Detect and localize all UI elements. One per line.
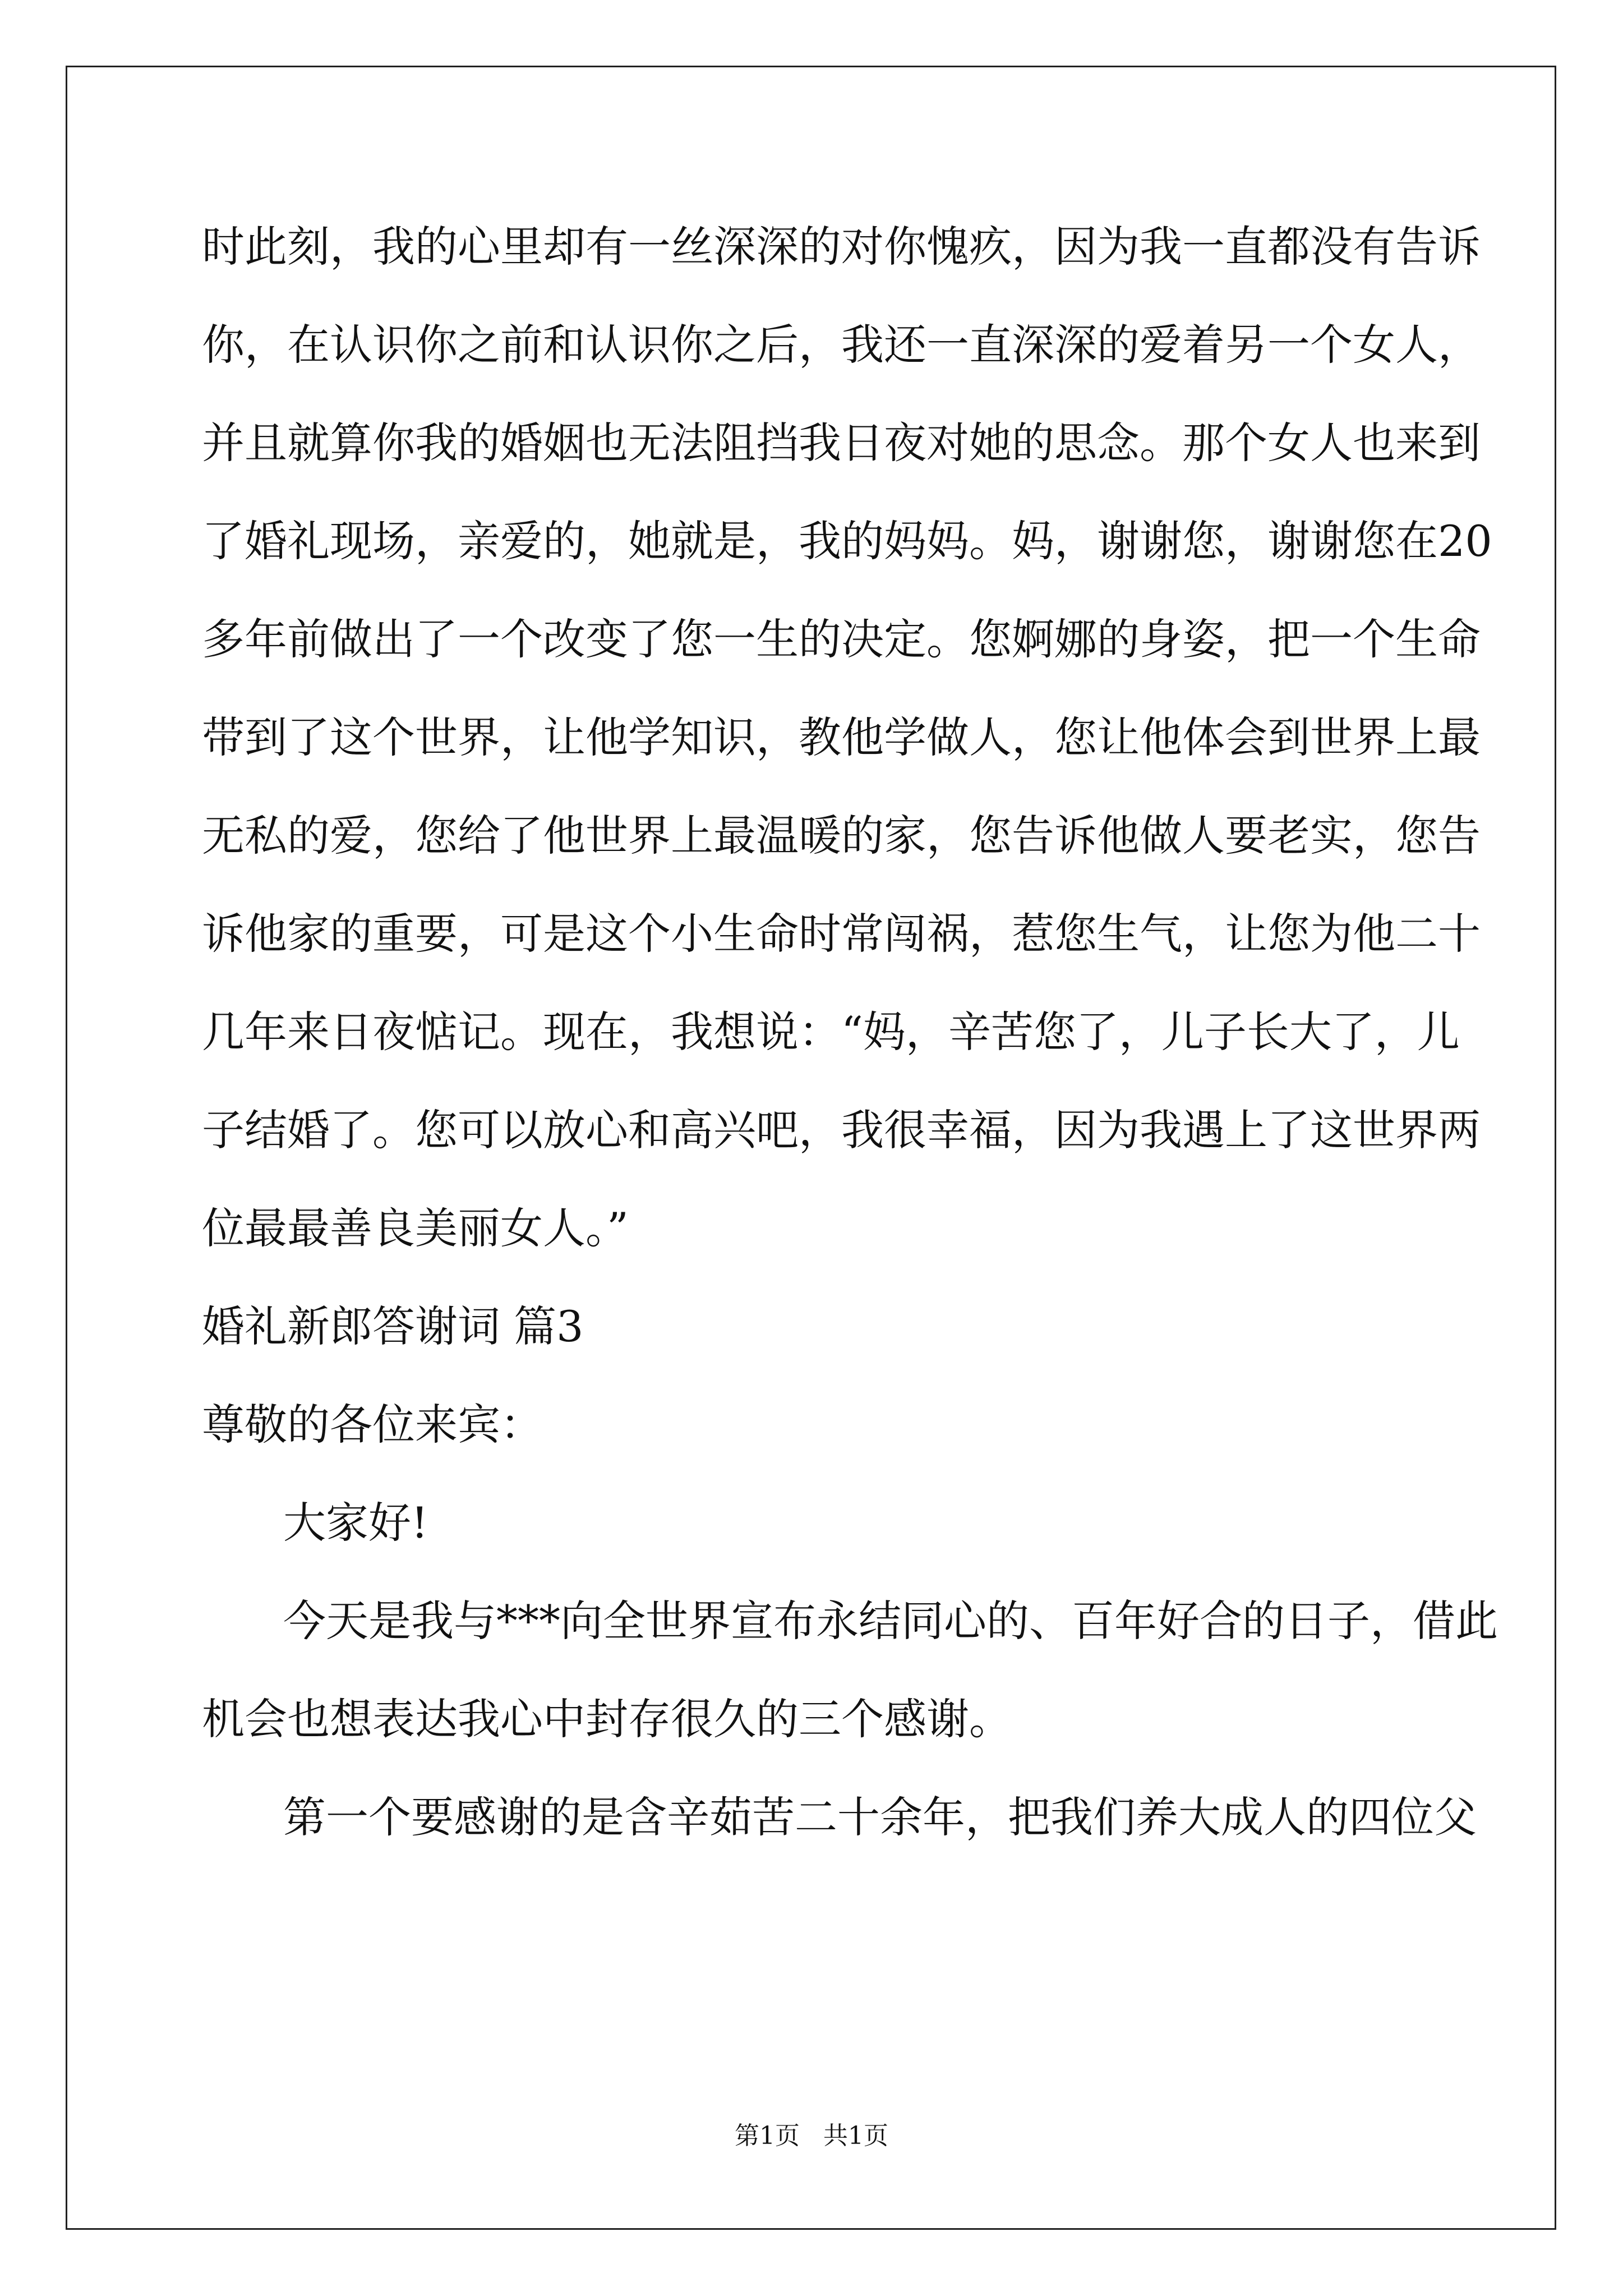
text-line: 子结婚了。您可以放心和高兴吧，我很幸福，因为我遇上了这世界两 [202,1105,1481,1155]
text-line: 时此刻，我的心里却有一丝深深的对你愧疚，因为我一直都没有告诉 [202,222,1481,272]
text-line: 你，在认识你之前和认识你之后，我还一直深深的爱着另一个女人， [202,320,1481,370]
text-line: 多年前做出了一个改变了您一生的决定。您婀娜的身姿，把一个生命 [202,614,1481,664]
text-line: 带到了这个世界，让他学知识，教他学做人，您让他体会到世界上最 [202,712,1481,762]
page-footer: 第1页 共1页 [735,2122,888,2150]
text-line: 并且就算你我的婚姻也无法阻挡我日夜对她的思念。那个女人也来到 [202,418,1481,468]
salutation: 尊敬的各位来宾： [202,1400,543,1450]
greeting: 大家好! [283,1498,428,1548]
text-line: 今天是我与***向全世界宣布永结同心的、百年好合的日子，借此 [283,1596,1498,1646]
text-line: 了婚礼现场，亲爱的，她就是，我的妈妈。妈，谢谢您，谢谢您在20 [202,516,1492,566]
text-line: 第一个要感谢的是含辛茹苦二十余年，把我们养大成人的四位父 [283,1792,1477,1842]
text-line: 诉他家的重要，可是这个小生命时常闯祸，惹您生气，让您为他二十 [202,909,1481,959]
text-line: 几年来日夜惦记。现在，我想说：“妈，辛苦您了，儿子长大了，儿 [202,1007,1460,1057]
text-line: 位最最善良美丽女人。” [202,1203,629,1253]
section-heading: 婚礼新郎答谢词 篇3 [202,1301,584,1351]
text-line: 无私的爱，您给了他世界上最温暖的家，您告诉他做人要老实，您告 [202,811,1481,861]
text-line: 机会也想表达我心中封存很久的三个感谢。 [202,1694,1012,1744]
